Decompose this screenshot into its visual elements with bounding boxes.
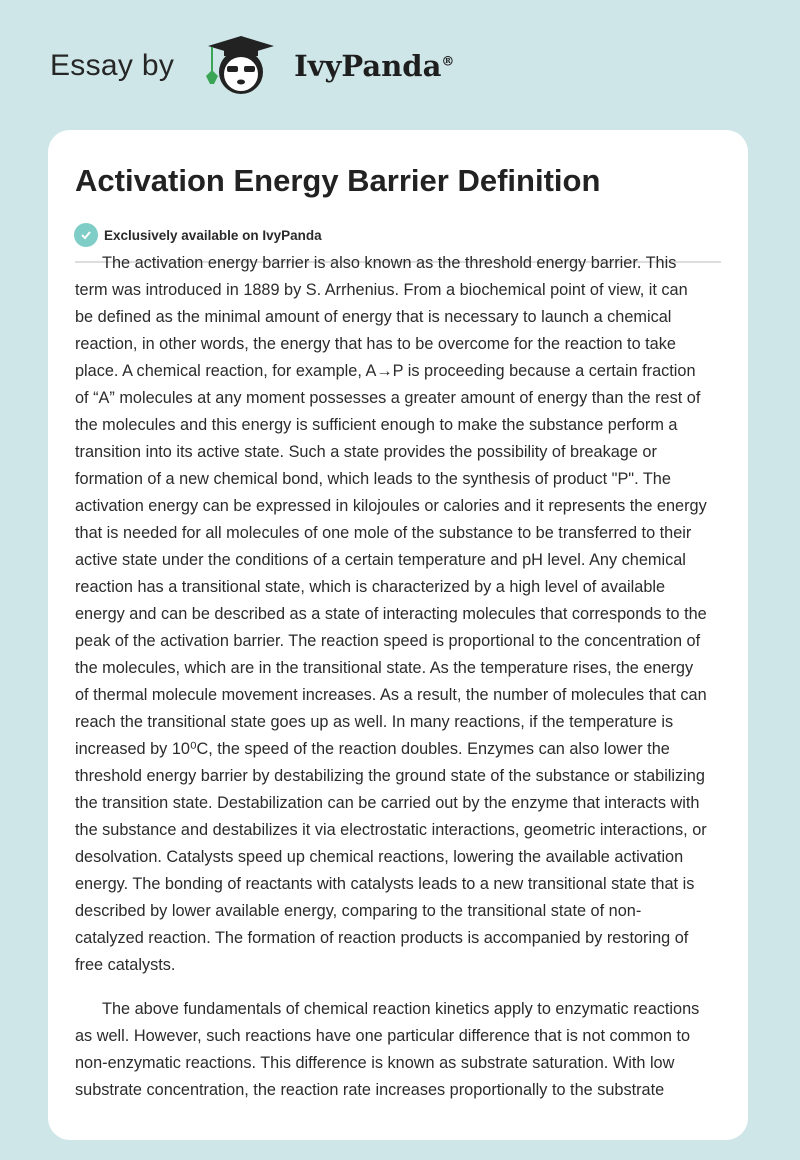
text-line: of thermal molecule movement increases. As a result, the number of molecules that can [75,686,707,704]
text-line: substrate concentration, the reaction rate increases proportionally to the substrate [75,1081,665,1099]
text-line: non-enzymatic reactions. This difference is known as substrate saturation. With low [75,1054,675,1072]
text-line: free catalysts. [75,956,176,974]
paragraph [75,996,735,1104]
text-line: The activation energy barrier is also known as the threshold energy barrier. This [102,254,677,272]
text-line: energy and can be described as a state of interacting molecules that corresponds to the [75,605,707,623]
text-line: place. A chemical reaction, for example, A→P is proceeding because a certain fraction [75,362,696,380]
site-header [50,36,454,96]
text-line: as well. However, such reactions have one particular difference that is not common to [75,1027,691,1045]
text-line: reaction, in other words, the energy that has to be overcome for the reaction to take [75,335,676,353]
essay-by-label: Essay by [50,49,175,82]
check-icon [74,223,98,247]
exclusive-badge [74,223,322,247]
text-line: term was introduced in 1889 by S. Arrhenius. From a biochemical point of view, it can [75,281,688,299]
paragraph [75,250,735,979]
text-line: catalyzed reaction. The formation of reaction products is accompanied by restoring of [75,929,689,947]
text-line: that is needed for all molecules of one mole of the substance to be transferred to their [75,524,692,542]
text-line: threshold energy barrier by destabilizing the ground state of the substance or stabilizing [75,767,705,785]
text-line: transition into its active state. Such a state provides the possibility of breakage or [75,443,657,461]
text-line: formation of a new chemical bond, which leads to the synthesis of product "P". The [75,470,671,488]
text-line: reach the transitional state goes up as well. In many reactions, if the temperature is [75,713,674,731]
text-line: the molecules, which are in the transitional state. As the temperature rises, the energy [75,659,694,677]
panda-logo-icon[interactable] [196,34,286,98]
text-line: activation energy can be expressed in kilojoules or calories and it represents the energy [75,497,707,515]
essay-card [48,130,748,1140]
page-title: Activation Energy Barrier Definition [75,163,601,198]
text-line: the substance and destabilizes it via electrostatic interactions, geometric interactions, or [75,821,707,839]
text-line: The above fundamentals of chemical reaction kinetics apply to enzymatic reactions [102,1000,700,1018]
badge-text: Exclusively available on IvyPanda [104,227,322,243]
essay-body [75,250,735,1121]
brand-name[interactable]: IvyPanda® [294,49,455,83]
text-line: reaction has a transitional state, which is characterized by a high level of available [75,578,666,596]
text-line: active state under the conditions of a certain temperature and pH level. Any chemical [75,551,686,569]
text-line: be defined as the minimal amount of energy that is necessary to launch a chemical [75,308,672,326]
text-line: increased by 10⁰C, the speed of the reaction doubles. Enzymes can also lower the [75,740,670,758]
text-line: described by lower available energy, comparing to the transitional state of non- [75,902,642,920]
text-line: the transition state. Destabilization can be carried out by the enzyme that interacts with [75,794,700,812]
text-line: the molecules and this energy is sufficient enough to make the substance perform a [75,416,678,434]
text-line: of “A” molecules at any moment possesses a greater amount of energy than the rest of [75,389,701,407]
text-line: desolvation. Catalysts speed up chemical reactions, lowering the available activation [75,848,684,866]
text-line: energy. The bonding of reactants with catalysts leads to a new transitional state that is [75,875,695,893]
text-line: peak of the activation barrier. The reaction speed is proportional to the concentration of [75,632,701,650]
